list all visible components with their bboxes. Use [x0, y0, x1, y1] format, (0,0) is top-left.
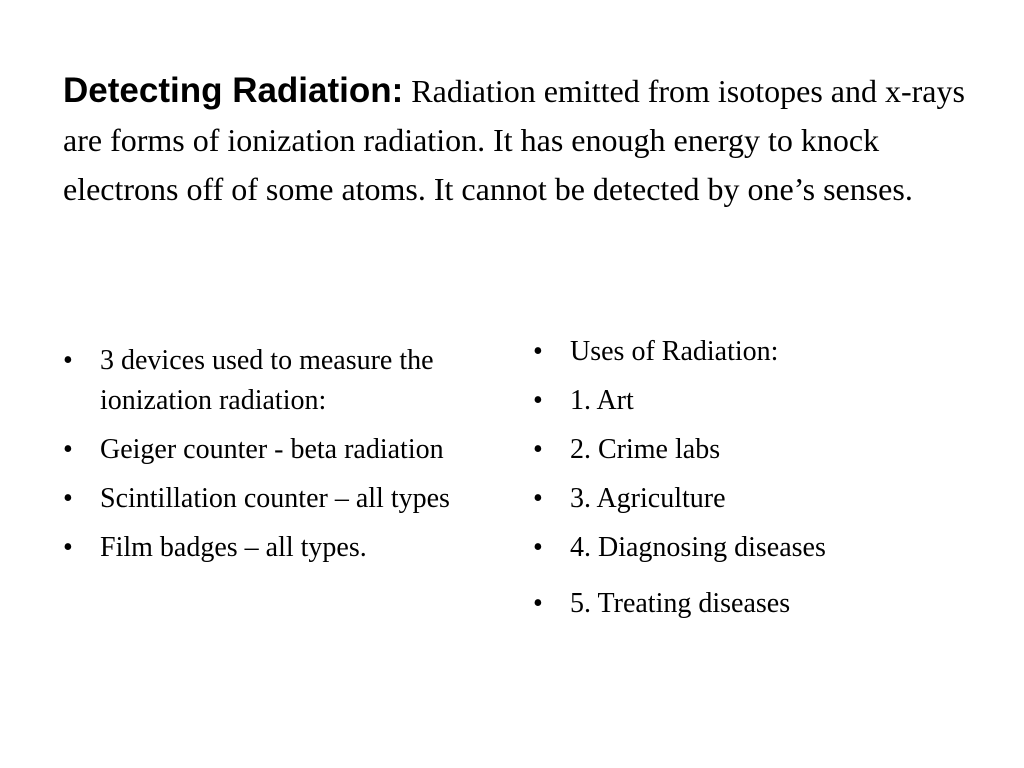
list-item-text: 3 devices used to measure the ionization radiation: — [100, 345, 434, 416]
title-heading: Detecting Radiation: — [63, 71, 404, 110]
bullet-icon: • — [63, 483, 73, 514]
list-item-text: Uses of Radiation: — [570, 336, 779, 367]
bullet-icon: • — [533, 532, 543, 563]
list-item — [533, 584, 973, 624]
bullet-icon: • — [533, 336, 543, 367]
list-item — [63, 430, 463, 470]
list-item — [63, 341, 463, 421]
list-item-text: 4. Diagnosing diseases — [570, 532, 826, 563]
bullet-icon: • — [63, 345, 73, 376]
radiation-uses-list — [533, 332, 973, 633]
bullet-icon: • — [533, 483, 543, 514]
list-item-text: 3. Agriculture — [570, 483, 726, 514]
list-item-text: 1. Art — [570, 385, 634, 416]
list-item — [533, 479, 973, 519]
list-item-text: 5. Treating diseases — [570, 588, 791, 619]
bullet-icon: • — [63, 434, 73, 465]
list-item — [63, 528, 463, 568]
slide-title — [63, 66, 983, 214]
bullet-icon: • — [533, 588, 543, 619]
bullet-icon: • — [533, 385, 543, 416]
list-item — [533, 430, 973, 470]
list-item-text: Geiger counter - beta radiation — [100, 434, 444, 465]
bullet-icon: • — [63, 532, 73, 563]
list-item — [533, 381, 973, 421]
list-item-text: Scintillation counter – all types — [100, 483, 450, 514]
list-item-text: Film badges – all types. — [100, 532, 367, 563]
list-item-text: 2. Crime labs — [570, 434, 721, 465]
list-item — [63, 479, 463, 519]
detection-devices-list — [63, 341, 463, 577]
list-item — [533, 332, 973, 372]
bullet-icon: • — [533, 434, 543, 465]
title-body: Radiation emitted from isotopes and x-rays are forms of ionization radiation. It has enough energy to knock electrons off of some atoms. It cannot be detected by one’s senses. — [63, 73, 965, 207]
list-item — [533, 528, 973, 568]
